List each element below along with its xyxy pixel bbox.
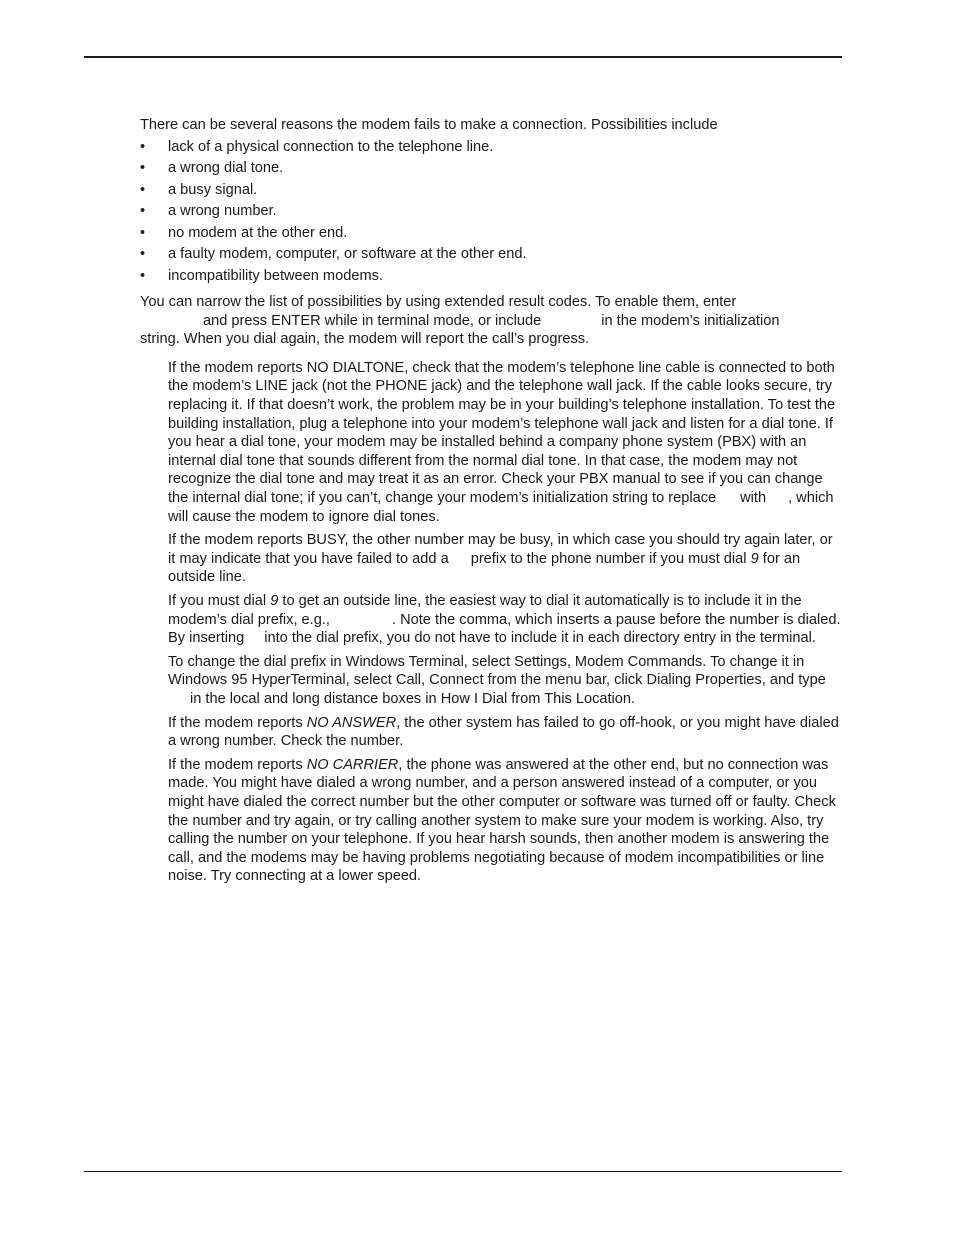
bullet-icon: •	[140, 160, 146, 177]
bullet-icon: •	[140, 203, 146, 220]
page-content	[140, 116, 842, 891]
list-item: • incompatibility between modems.	[140, 267, 383, 284]
list-item: • no modem at the other end.	[140, 224, 348, 241]
list-item: • a wrong dial tone.	[140, 160, 284, 177]
intro-paragraph: There can be several reasons the modem fails to make a connection. Possibilities include	[140, 117, 718, 133]
dial-prefix-note: To change the dial prefix in Windows Terminal, select Settings, Modem Commands. To change it in Windows 95 HyperTerminal, select Call, Connect from the menu bar, click Dialing Properties, and typein the local and long distance boxes in How I Dial from This Location.	[168, 653, 826, 707]
troubleshooting-notes	[140, 359, 842, 886]
possibilities-list	[140, 138, 842, 286]
outside-line-note: If you must dial 9 to get an outside line, the easiest way to dial it automatically is to include it in the modem’s dial prefix, e.g., . Note the comma, which inserts a pause before the number is dialed. By inserting into the dial prefix, you do not have to include it in each directory entry in the terminal.	[168, 593, 841, 647]
list-item: • a faulty modem, computer, or software at the other end.	[140, 246, 527, 263]
bullet-icon: •	[140, 267, 146, 284]
list-item: • lack of a physical connection to the telephone line.	[140, 138, 494, 155]
header-rule	[84, 56, 842, 58]
bullet-icon: •	[140, 246, 146, 263]
bullet-icon: •	[140, 138, 146, 155]
bullet-icon: •	[140, 181, 146, 198]
footer-rule	[84, 1171, 842, 1172]
busy-note: If the modem reports BUSY, the other number may be busy, in which case you should try again later, or it may indicate that you have failed to add a prefix to the phone number if you must dial 9 for an outside line.	[168, 532, 833, 586]
bullet-icon: •	[140, 224, 146, 241]
no-dialtone-note: If the modem reports NO DIALTONE, check that the modem’s telephone line cable is connected to both the modem’s LINE jack (not the PHONE jack) and the telephone wall jack. If the cable looks secure, try replacing it. If that doesn’t work, the problem may be in your building’s telephone installation. To test the building installation, plug a telephone into your modem’s telephone wall jack and listen for a dial tone. If you hear a dial tone, your modem may be installed behind a company phone system (PBX) with an internal dial tone that sounds different from the normal dial tone. In that case, the modem may not recognize the dial tone and may treat it as an error. Check your PBX manual to see if you can change the internal dial tone; if you can’t, change your modem’s initialization string to replace with , which will cause the modem to ignore dial tones.	[168, 359, 836, 525]
result-codes-paragraph: You can narrow the list of possibilities by using extended result codes. To enable them, enter and press ENTER while in terminal mode, or include in the modem’s initialization string. When you dial again, the modem will report the call’s progress.	[140, 294, 780, 348]
list-item: • a wrong number.	[140, 203, 277, 220]
no-answer-note: If the modem reports NO ANSWER, the other system has failed to go off-hook, or you might have dialed a wrong number. Check the number.	[168, 714, 839, 750]
list-item: • a busy signal.	[140, 181, 258, 198]
no-carrier-note: If the modem reports NO CARRIER, the phone was answered at the other end, but no connection was made. You might have dialed a wrong number, and a person answered instead of a computer, or you might have dialed the correct number but the other computer or software was turned off or faulty. Check the number and try again, or try calling another system to make sure your modem is working. Also, try calling the number on your telephone. If you hear harsh sounds, then another modem is answering the call, and the modems may be having problems negotiating because of modem incompatibilities or line noise. Try connecting at a lower speed.	[168, 756, 836, 885]
